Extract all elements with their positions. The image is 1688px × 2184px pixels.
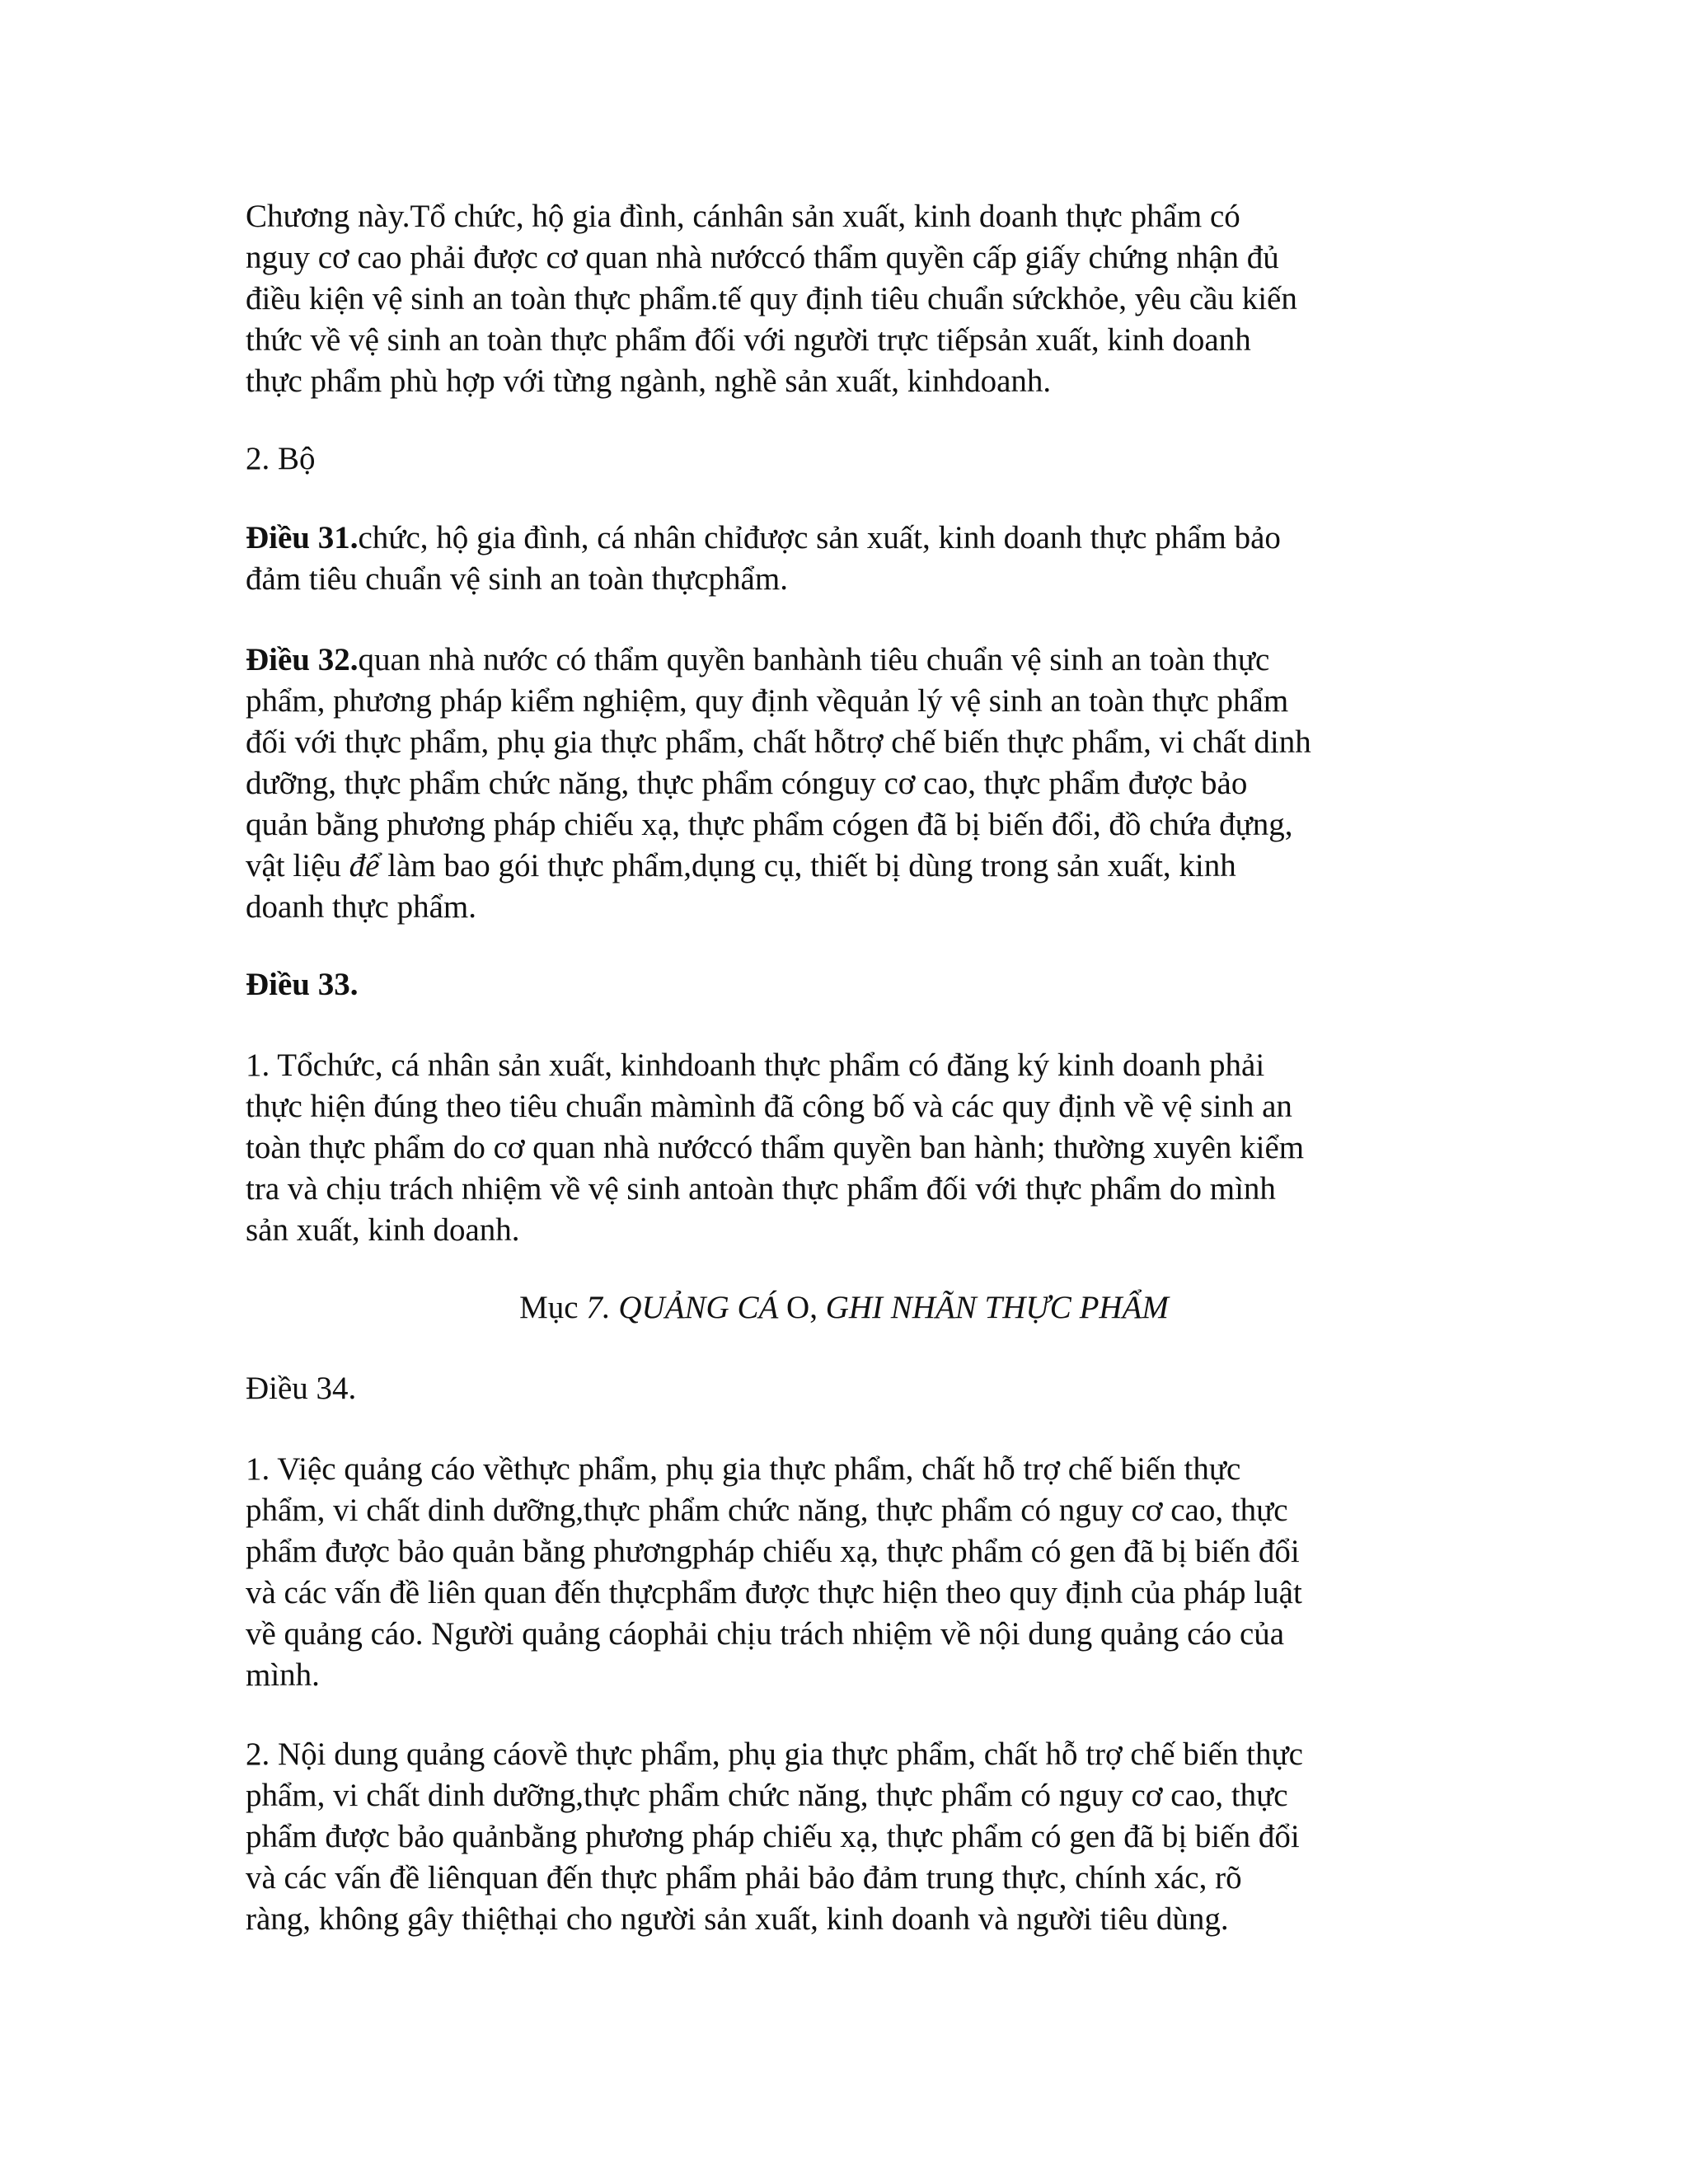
article-31-heading: Điều 31. — [246, 520, 359, 555]
text-line: mình. — [246, 1657, 320, 1693]
text-line: 1. Việc quảng cáo vềthực phẩm, phụ gia thực phẩm, chất hỗ trợ chế biến thực — [246, 1451, 1241, 1487]
paragraph-item-2 — [246, 438, 1441, 480]
text-line: và các vấn đề liên quan đến thựcphẩm được thực hiện theo quy định của pháp luật — [246, 1575, 1302, 1610]
text-line: 2. Bộ — [246, 441, 316, 476]
text-line: điều kiện vệ sinh an toàn thực phẩm.tế quy định tiêu chuẩn sứckhỏe, yêu cầu kiến — [246, 281, 1297, 316]
article-32 — [246, 640, 1441, 928]
article-31 — [246, 518, 1441, 600]
text-line: 1. Tổchức, cá nhân sản xuất, kinhdoanh thực phẩm có đăng ký kinh doanh phải — [246, 1047, 1265, 1083]
text-line-italic: để — [349, 848, 380, 883]
text-line: thức về vệ sinh an toàn thực phẩm đối với người trực tiếpsản xuất, kinh doanh — [246, 322, 1251, 358]
article-33-heading: Điều 33. — [246, 967, 359, 1002]
text-line: đối với thực phẩm, phụ gia thực phẩm, chất hỗtrợ chế biến thực phẩm, vi chất dinh — [246, 724, 1311, 760]
text-line: phẩm, vi chất dinh dưỡng,thực phẩm chức năng, thực phẩm có nguy cơ cao, thực — [246, 1778, 1288, 1813]
text-line: toàn thực phẩm do cơ quan nhà nướccó thẩm quyền ban hành; thường xuyên kiểm — [246, 1130, 1305, 1165]
text-line: phẩm, phương pháp kiểm nghiệm, quy định vềquản lý vệ sinh an toàn thực phẩm — [246, 683, 1289, 719]
text-line: phẩm được bảo quảnbằng phương pháp chiếu xạ, thực phẩm có gen đã bị biến đổi — [246, 1819, 1300, 1854]
section-title-part: O, — [778, 1290, 826, 1325]
article-32-heading: Điều 32. — [246, 642, 359, 677]
section-7-heading — [0, 1287, 1688, 1329]
text-line: về quảng cáo. Người quảng cáophải chịu trách nhiệm về nội dung quảng cáo của — [246, 1616, 1285, 1652]
text-line: thực hiện đúng theo tiêu chuẩn màmình đã công bố và các quy định về vệ sinh an — [246, 1089, 1292, 1124]
text-line: và các vấn đề liênquan đến thực phẩm phải bảo đảm trung thực, chính xác, rõ — [246, 1860, 1242, 1896]
article-33 — [246, 964, 1441, 1005]
article-34-item-2 — [246, 1734, 1441, 1940]
text-line: làm bao gói thực phẩm,dụng cụ, thiết bị dùng trong sản xuất, kinh — [379, 848, 1236, 883]
article-34-item-1 — [246, 1449, 1441, 1696]
section-prefix: Mục — [519, 1290, 587, 1325]
section-title-part: 7. QUẢNG CÁ — [586, 1290, 779, 1325]
text-line: đảm tiêu chuẩn vệ sinh an toàn thựcphẩm. — [246, 561, 788, 597]
section-title-part: GHI NHÃN THỰC PHẨM — [825, 1290, 1169, 1325]
text-line: nguy cơ cao phải được cơ quan nhà nướccó thẩm quyền cấp giấy chứng nhận đủ — [246, 240, 1279, 275]
article-34-heading: Điều 34. — [246, 1371, 357, 1406]
text-line: doanh thực phẩm. — [246, 889, 476, 925]
article-33-item-1 — [246, 1045, 1441, 1251]
text-line: sản xuất, kinh doanh. — [246, 1212, 520, 1248]
text-line: thực phẩm phù hợp với từng ngành, nghề sản xuất, kinhdoanh. — [246, 363, 1052, 399]
text-line: Chương này.Tổ chức, hộ gia đình, cánhân sản xuất, kinh doanh thực phẩm có — [246, 199, 1240, 234]
text-line: quản bằng phương pháp chiếu xạ, thực phẩm cógen đã bị biến đổi, đồ chứa đựng, — [246, 807, 1293, 842]
text-line: tra và chịu trách nhiệm về vệ sinh antoàn thực phẩm đối với thực phẩm do mình — [246, 1171, 1276, 1207]
paragraph-intro — [246, 196, 1441, 402]
article-34 — [246, 1368, 1441, 1409]
text-line: dưỡng, thực phẩm chức năng, thực phẩm cónguy cơ cao, thực phẩm được bảo — [246, 766, 1248, 801]
text-line: ràng, không gây thiệthại cho người sản xuất, kinh doanh và người tiêu dùng. — [246, 1901, 1229, 1937]
text-line: vật liệu — [246, 848, 349, 883]
text-line: quan nhà nước có thẩm quyền banhành tiêu chuẩn vệ sinh an toàn thực — [358, 642, 1270, 677]
text-line: phẩm, vi chất dinh dưỡng,thực phẩm chức năng, thực phẩm có nguy cơ cao, thực — [246, 1493, 1288, 1528]
text-line: chức, hộ gia đình, cá nhân chỉđược sản xuất, kinh doanh thực phẩm bảo — [358, 520, 1281, 555]
text-line: 2. Nội dung quảng cáovề thực phẩm, phụ gia thực phẩm, chất hỗ trợ chế biến thực — [246, 1736, 1303, 1772]
text-line: phẩm được bảo quản bằng phươngpháp chiếu xạ, thực phẩm có gen đã bị biến đổi — [246, 1534, 1300, 1569]
